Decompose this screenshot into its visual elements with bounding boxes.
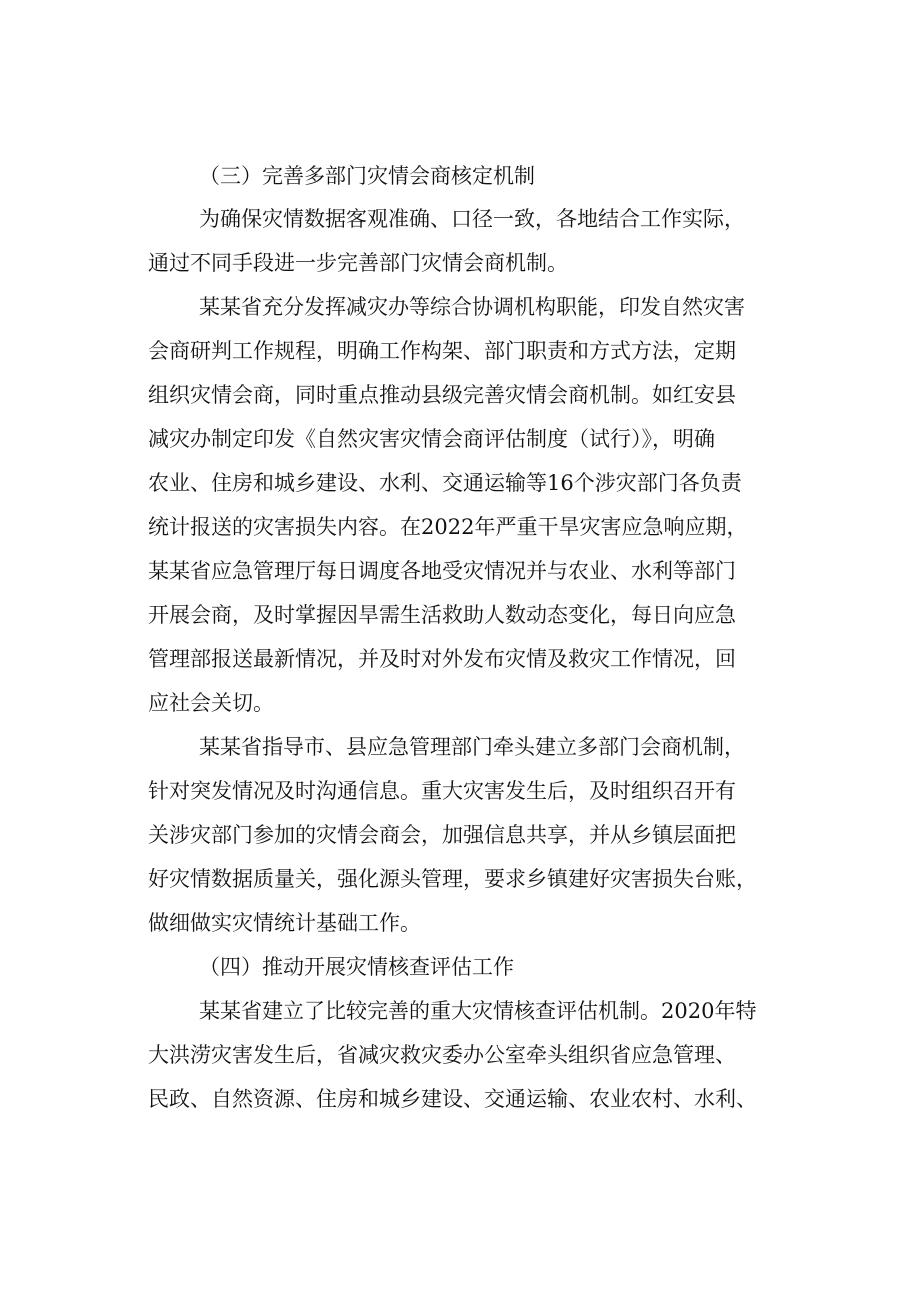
paragraph-2-line-4: 减灾办制定印发《自然灾害灾情会商评估制度（试行）》，明确 — [148, 427, 715, 451]
section-heading-4: （四）推动开展灾情核查评估工作 — [199, 955, 514, 979]
paragraph-3-line-2: 针对突发情况及时沟通信息。重大灾害发生后，及时组织召开有 — [148, 779, 736, 803]
paragraph-2-line-5: 农业、住房和城乡建设、水利、交通运输等16个涉灾部门各负责 — [148, 471, 742, 495]
paragraph-2-line-10: 应社会关切。 — [148, 691, 274, 715]
paragraph-2-line-2: 会商研判工作规程，明确工作构架、部门职责和方式方法，定期 — [148, 339, 736, 363]
paragraph-2-line-8: 开展会商，及时掌握因旱需生活救助人数动态变化，每日向应急 — [148, 603, 736, 627]
paragraph-4-line-1: 某某省建立了比较完善的重大灾情核查评估机制。2020年特 — [199, 999, 757, 1023]
paragraph-2-line-9: 管理部报送最新情况，并及时对外发布灾情及救灾工作情况，回 — [148, 647, 736, 671]
paragraph-1-line-1: 为确保灾情数据客观准确、口径一致，各地结合工作实际， — [199, 207, 745, 231]
paragraph-3-line-5: 做细做实灾情统计基础工作。 — [148, 911, 421, 935]
paragraph-1-line-2: 通过不同手段进一步完善部门灾情会商机制。 — [148, 251, 568, 275]
paragraph-2-line-1: 某某省充分发挥减灾办等综合协调机构职能，印发自然灾害 — [199, 295, 745, 319]
paragraph-2-line-6: 统计报送的灾害损失内容。在2022年严重干旱灾害应急响应期， — [148, 515, 748, 539]
paragraph-2-line-3: 组织灾情会商，同时重点推动县级完善灾情会商机制。如红安县 — [148, 383, 736, 407]
section-heading-3: （三）完善多部门灾情会商核定机制 — [199, 164, 535, 188]
paragraph-3-line-4: 好灾情数据质量关，强化源头管理，要求乡镇建好灾害损失台账， — [148, 867, 757, 891]
paragraph-3-line-3: 关涉灾部门参加的灾情会商会，加强信息共享，并从乡镇层面把 — [148, 823, 736, 847]
paragraph-2-line-7: 某某省应急管理厅每日调度各地受灾情况并与农业、水利等部门 — [148, 559, 736, 583]
paragraph-4-line-2: 大洪涝灾害发生后，省减灾救灾委办公室牵头组织省应急管理、 — [148, 1043, 736, 1067]
paragraph-3-line-1: 某某省指导市、县应急管理部门牵头建立多部门会商机制， — [199, 735, 745, 759]
paragraph-4-line-3: 民政、自然资源、住房和城乡建设、交通运输、农业农村、水利、 — [148, 1087, 757, 1111]
